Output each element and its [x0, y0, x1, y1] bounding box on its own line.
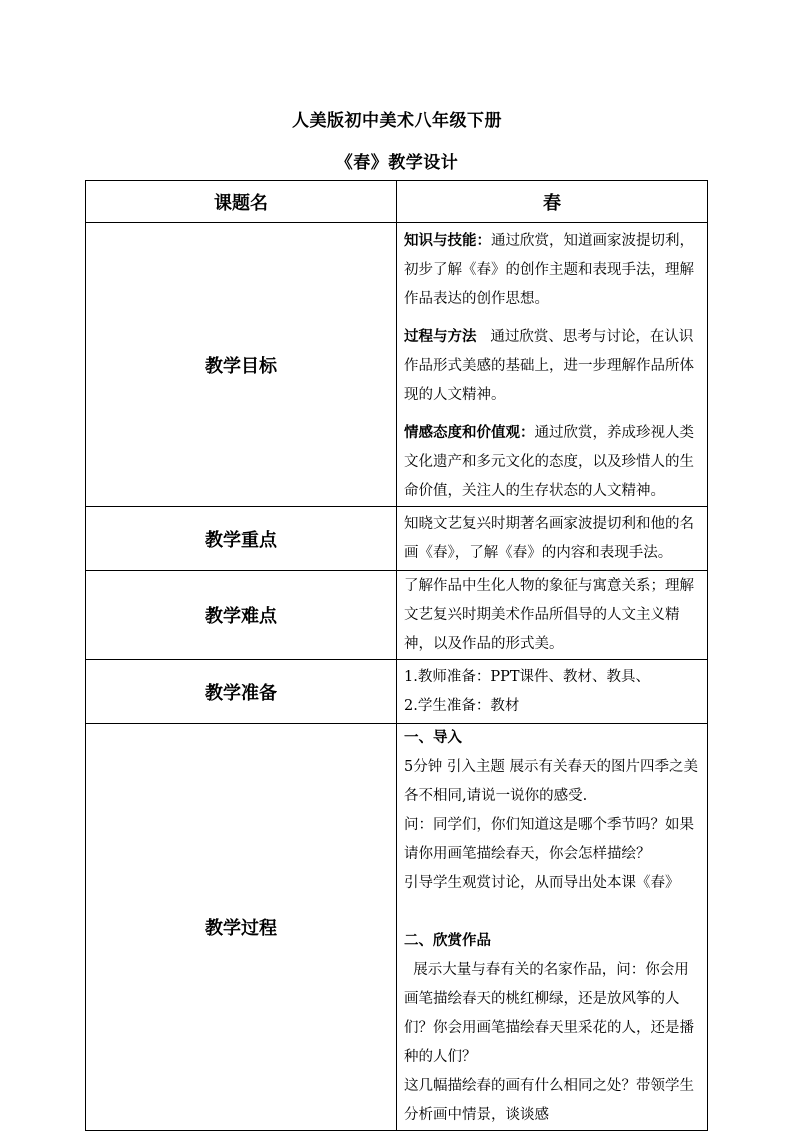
objective-knowledge: 知识与技能：通过欣赏，知道画家波提切利，初步了解《春》的创作主题和表现手法，理解作品表达的创作思想。	[404, 233, 694, 307]
lesson-plan-table	[85, 180, 708, 1131]
topic-value: 春	[397, 181, 708, 223]
key-points-label: 教学重点	[86, 507, 397, 571]
section-intro-title: 一、导入	[404, 730, 462, 746]
topic-label: 课题名	[86, 181, 397, 223]
process-cell	[397, 724, 708, 1131]
difficulties-label: 教学难点	[86, 571, 397, 660]
key-points-text: 知晓文艺复兴时期著名画家波提切利和他的名画《春》，了解《春》的内容和表现手法。	[397, 507, 708, 571]
preparation-student: 2.学生准备：教材	[404, 698, 520, 714]
objective-attitude: 情感态度和价值观：通过欣赏，养成珍视人类文化遗产和多元文化的态度，以及珍惜人的生命价值，关注人的生存状态的人文精神。	[404, 425, 694, 499]
appreciation-line-2: 这几幅描绘春的画有什么相同之处？带领学生分析画中情景，谈谈感	[404, 1078, 694, 1123]
section-appreciation-title: 二、欣赏作品	[404, 933, 491, 949]
objectives-label: 教学目标	[86, 223, 397, 507]
document-subtitle: 《春》教学设计	[335, 153, 459, 173]
objectives-cell	[397, 223, 708, 507]
appreciation-line-1: 展示大量与春有关的名家作品，问：你会用画笔描绘春天的桃红柳绿，还是放风筝的人们？你会用画笔描绘春天里采花的人，还是播种的人们？	[404, 962, 694, 1065]
objective-process: 过程与方法 通过欣赏、思考与讨论，在认识作品形式美感的基础上，进一步理解作品所体现的人文精神。	[404, 329, 694, 403]
intro-line-1: 5分钟 引入主题 展示有关春天的图片四季之美各不相同,请说一说你的感受.	[404, 759, 698, 804]
difficulties-text: 了解作品中生化人物的象征与寓意关系；理解文艺复兴时期美术作品所倡导的人文主义精神，以及作品的形式美。	[397, 571, 708, 660]
preparation-label: 教学准备	[86, 660, 397, 724]
section-spacer	[404, 898, 701, 927]
process-label: 教学过程	[86, 724, 397, 1131]
preparation-cell	[397, 660, 708, 724]
intro-line-3: 引导学生观赏讨论，从而导出处本课《春》	[404, 875, 680, 891]
document-title: 人美版初中美术八年级下册	[292, 111, 502, 131]
intro-line-2: 问：同学们，你们知道这是哪个季节吗？如果请你用画笔描绘春天，你会怎样描绘？	[404, 817, 694, 862]
preparation-teacher: 1.教师准备：PPT课件、教材、教具、	[404, 669, 651, 685]
